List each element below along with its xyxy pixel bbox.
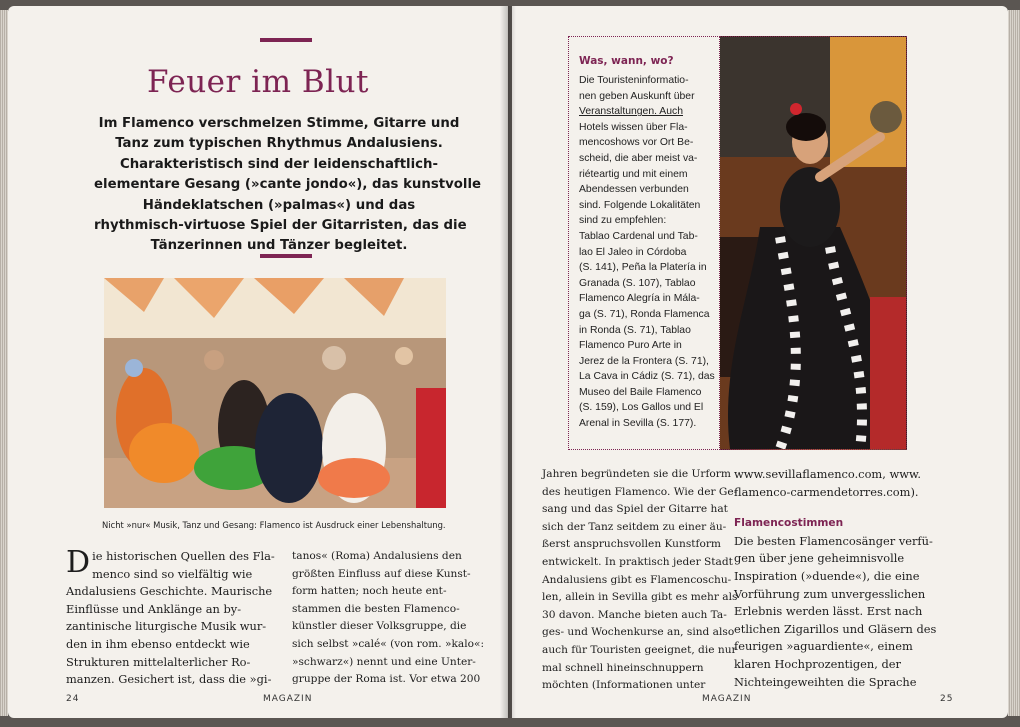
body-line: Inspiration (»duende«), die eine <box>734 568 920 583</box>
body-column-2 <box>292 548 492 689</box>
body-line: www.sevillaflamenco.com, www. <box>734 467 921 481</box>
info-line: Museo del Baile Flamenco <box>579 386 702 398</box>
body-line: Strukturen mittelalterlicher Ro- <box>66 654 251 669</box>
page-number: 25 <box>940 694 954 704</box>
body-column-1 <box>66 545 275 689</box>
info-box-title: Was, wann, wo? <box>579 55 674 67</box>
info-line: Jerez de la Frontera (S. 71), <box>579 355 709 367</box>
body-line: feurigen »aguardiente«, einem <box>734 639 913 654</box>
body-line: Vorführung zum unvergesslichen <box>734 586 926 601</box>
body-line: flamenco-carmendetorres.com). <box>734 484 919 499</box>
body-line: Einflüsse und Anklänge an by- <box>66 601 242 616</box>
body-line: mal schnell hineinschnuppern <box>542 661 704 674</box>
info-line: Die Touristeninformatio- <box>579 75 689 86</box>
info-line: mencoshows vor Ort Be- <box>579 137 694 149</box>
info-line: sind. Folgende Lokalitäten <box>579 199 701 211</box>
info-line: Abendessen verbunden <box>579 184 689 196</box>
info-line: Arenal in Sevilla (S. 177). <box>579 418 697 430</box>
flamenco-dancer-image <box>720 37 906 449</box>
dance-scene-image <box>104 278 446 508</box>
info-line: La Cava in Cádiz (S. 71), das <box>579 371 715 383</box>
info-line: Flamenco Alegría in Mála- <box>579 293 700 305</box>
body-line: Nichteingeweihten die Sprache <box>734 674 917 689</box>
info-line: riéteartig und mit einem <box>579 168 688 180</box>
body-line: stammen die besten Flamenco- <box>292 602 460 615</box>
lead-line: Tänzerinnen und Tänzer begleitet. <box>150 238 408 254</box>
body-line: form hatten; noch heute ent- <box>292 585 447 598</box>
body-line: sang und das Spiel der Gitarre hat <box>542 503 728 516</box>
info-line: in Ronda (S. 71), Tablao <box>579 324 691 336</box>
body-line: sich selbst »calé« (von rom. »kalo«: <box>292 637 485 650</box>
body-line: manzen. Gesichert ist, dass die »gi- <box>66 672 272 687</box>
lead-paragraph <box>94 114 482 257</box>
photo-caption: Nicht »nur« Musik, Tanz und Gesang: Flamenco ist Ausdruck einer Lebenshaltung. <box>102 520 446 530</box>
lead-line: Tanz zum typischen Rhythmus Andalusiens. <box>115 136 443 152</box>
dancer-photo <box>720 36 907 450</box>
body-line: ie historischen Quellen des Fla- <box>92 549 275 563</box>
body-line: entwickelt. In praktisch jeder Stadt <box>542 555 733 568</box>
section-label: MAGAZIN <box>702 694 752 704</box>
subheading: Flamencostimmen <box>734 517 844 530</box>
body-line: Die besten Flamencosänger verfü- <box>734 533 933 548</box>
page-number: 24 <box>66 694 80 704</box>
body-line: möchten (Informationen unter <box>542 679 706 692</box>
body-line: auch für Touristen geeignet, die nur <box>542 643 737 656</box>
info-box-text <box>579 73 715 432</box>
body-line: Andalusiens gibt es Flamencoschu- <box>542 573 732 586</box>
body-line: Jahren begründeten sie die Urform <box>542 468 731 480</box>
title-rule-top <box>260 38 312 42</box>
body-column-3 <box>542 466 748 695</box>
body-line: tanos« (Roma) Andalusiens den <box>292 550 462 562</box>
info-line: nen geben Auskunft über <box>579 90 695 102</box>
info-line: scheid, die aber meist va- <box>579 152 698 164</box>
body-line: len, allein in Sevilla gibt es mehr als <box>542 591 738 604</box>
body-line: Erlebnis werden lässt. Erst nach <box>734 604 923 619</box>
body-line: klaren Hochprozentigen, der <box>734 656 901 671</box>
lead-line: elementare Gesang (»cante jondo«), das kunstvolle <box>94 177 482 193</box>
page-stack-right <box>1008 10 1020 716</box>
body-line: den in ihm ebenso entdeckt wie <box>66 636 250 651</box>
lead-line: Charakteristisch sind der leidenschaftlich- <box>119 156 439 172</box>
info-line: Hotels wissen über Fla- <box>579 121 688 133</box>
lead-line: rhythmisch-virtuose Spiel der Gitarristen, das die <box>94 218 467 234</box>
body-line: 30 davon. Manche bieten auch Ta- <box>542 608 727 621</box>
dance-photo <box>104 278 446 508</box>
body-line: sich der Tanz seitdem zu einer äu- <box>542 520 727 533</box>
info-line: Flamenco Puro Arte in <box>579 340 682 352</box>
body-column-4 <box>734 466 966 691</box>
info-line: Tablao Cardenal und Tab- <box>579 230 698 242</box>
body-line: Andalusiens Geschichte. Maurische <box>66 584 273 599</box>
page-title: Feuer im Blut <box>147 64 369 100</box>
book-gutter <box>500 6 516 718</box>
info-box <box>568 36 720 450</box>
page-stack-left <box>0 10 8 716</box>
info-line: (S. 159), Los Gallos und El <box>579 402 704 414</box>
section-label: MAGAZIN <box>263 694 313 704</box>
body-line: ges- und Wochenkurse an, sind also <box>542 626 735 639</box>
title-rule-bottom <box>260 254 312 258</box>
lead-line: Im Flamenco verschmelzen Stimme, Gitarre und <box>98 116 460 131</box>
info-line: Veranstaltungen. Auch <box>579 106 683 118</box>
body-line: ßerst anspruchsvollen Kunstform <box>542 538 721 551</box>
body-line: des heutigen Flamenco. Wie der Ge- <box>542 485 738 498</box>
right-page <box>512 6 1008 718</box>
body-line: gen über jene geheimnisvolle <box>734 551 905 566</box>
drop-cap: D <box>66 545 91 580</box>
body-line: größten Einfluss auf diese Kunst- <box>292 567 471 580</box>
info-line: (S. 141), Peña la Platería in <box>579 262 707 274</box>
info-line: Granada (S. 107), Tablao <box>579 277 696 289</box>
spacer <box>734 501 966 515</box>
lead-line: Händeklatschen (»palmas«) und das <box>142 197 416 213</box>
body-line: zantinische liturgische Musik wur- <box>66 619 267 634</box>
left-page <box>8 6 508 718</box>
info-line: sind zu empfehlen: <box>579 215 667 227</box>
body-line: künstler dieser Volksgruppe, die <box>292 620 467 633</box>
body-line: menco sind so vielfältig wie <box>92 566 253 581</box>
body-line: gruppe der Roma ist. Vor etwa 200 <box>292 673 481 686</box>
info-line: ga (S. 71), Ronda Flamenca <box>579 308 710 320</box>
body-line: etlichen Zigarillos und Gläsern des <box>734 621 937 636</box>
info-line: lao El Jaleo in Córdoba <box>579 246 687 258</box>
body-line: »schwarz«) nennt und eine Unter- <box>292 655 476 668</box>
